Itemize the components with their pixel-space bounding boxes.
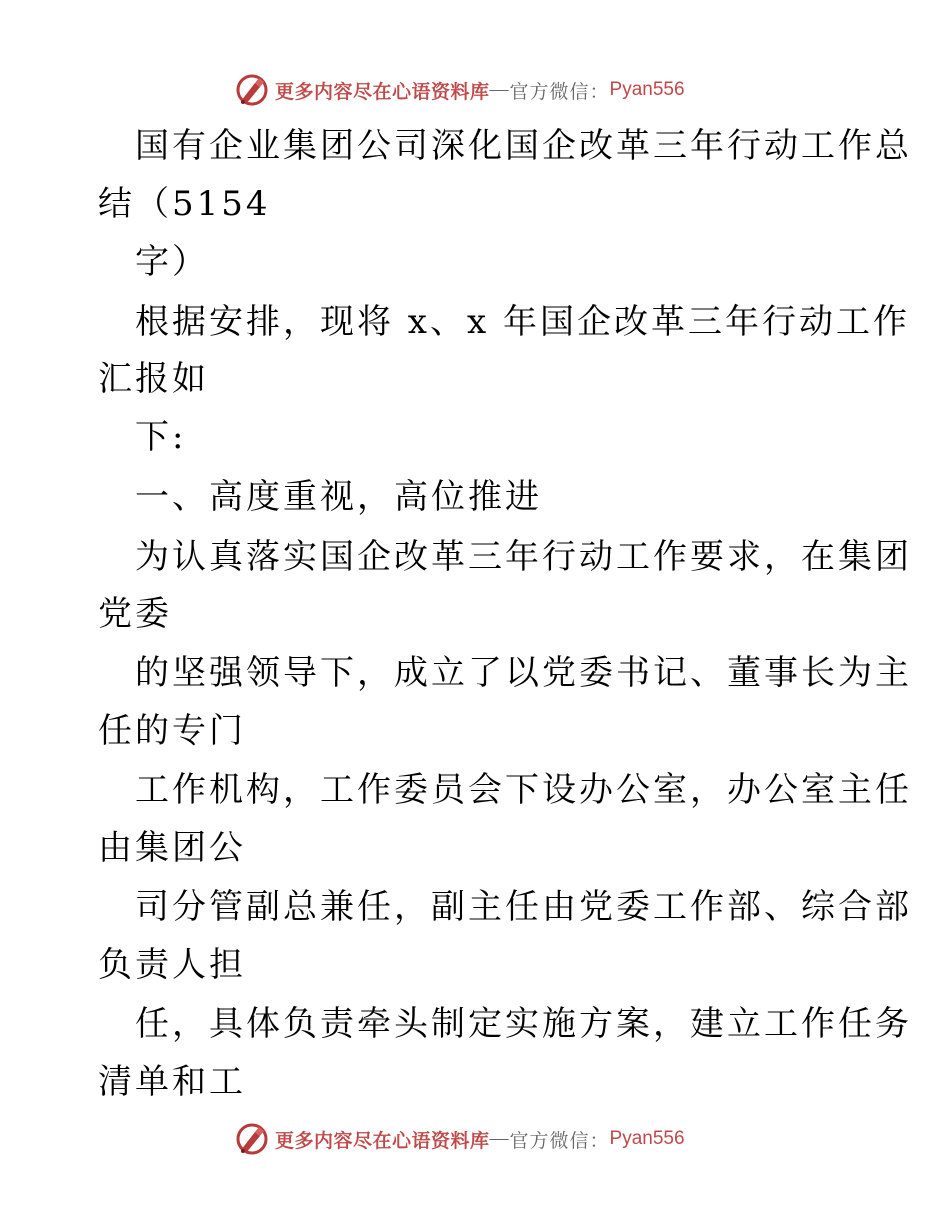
- section-heading: 一、高度重视，高位推进: [135, 477, 542, 517]
- title-line-2: 结（5154: [98, 184, 271, 224]
- body-line: 汇报如: [98, 359, 209, 399]
- body-line: 党委: [98, 594, 172, 634]
- watermark-wechat-label: 官方微信：: [509, 81, 610, 103]
- watermark-text: 更多内容尽在心语资料库: [275, 1130, 490, 1152]
- pen-logo-icon: [235, 1122, 269, 1156]
- footer-watermark: [235, 1122, 685, 1156]
- watermark-dash: —: [489, 1128, 510, 1149]
- watermark-dash: —: [489, 79, 510, 100]
- body-line: 任，具体负责牵头制定实施方案，建立工作任务: [135, 1004, 912, 1044]
- body-line: 的坚强领导下，成立了以党委书记、董事长为主: [135, 653, 912, 693]
- body-line: 由集团公: [98, 828, 246, 868]
- watermark-wechat-id: Pyan556: [609, 79, 685, 100]
- watermark-wechat-label: 官方微信：: [509, 1130, 610, 1152]
- title-line-1: 国有企业集团公司深化国企改革三年行动工作总: [135, 126, 912, 166]
- body-line: 司分管副总兼任，副主任由党委工作部、综合部: [135, 887, 912, 927]
- watermark-text: 更多内容尽在心语资料库: [275, 81, 490, 103]
- body-line: 清单和工: [98, 1062, 246, 1102]
- title-line-3: 字）: [135, 242, 209, 282]
- body-line: 下:: [135, 417, 187, 457]
- body-line: 负责人担: [98, 945, 246, 985]
- body-line: 工作机构，工作委员会下设办公室，办公室主任: [135, 770, 912, 810]
- watermark-wechat-id: Pyan556: [609, 1128, 685, 1149]
- body-line: 根据安排，现将 x、x 年国企改革三年行动工作: [135, 302, 910, 342]
- body-line: 任的专门: [98, 711, 246, 751]
- body-line: 为认真落实国企改革三年行动工作要求，在集团: [135, 537, 912, 577]
